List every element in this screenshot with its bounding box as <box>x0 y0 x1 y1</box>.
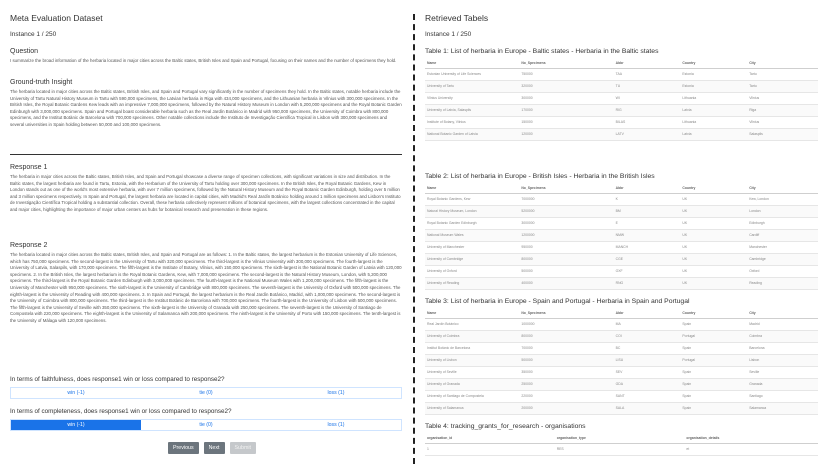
column-header: Country <box>680 184 747 193</box>
table-cell: Latvia <box>680 104 747 116</box>
faithfulness-win-option[interactable]: win (-1) <box>67 390 85 396</box>
table-cell: MANCH <box>614 241 681 253</box>
table-cell: 1 <box>425 443 555 455</box>
table-cell: 5200000 <box>519 205 613 217</box>
table-cell: Spain <box>680 342 747 354</box>
question-section <box>10 48 402 65</box>
table-cell: University of Latvia, Salaspils <box>425 104 519 116</box>
table-cell: Latvia <box>680 128 747 140</box>
column-header: Country <box>680 59 747 68</box>
table-cell: Granada <box>747 378 818 390</box>
table-cell: Lithuania <box>680 92 747 104</box>
table-cell: Portugal <box>680 354 747 366</box>
column-header: organisation_details <box>684 434 818 443</box>
table-cell: University of Granada <box>425 378 519 390</box>
table-cell: 500000 <box>519 354 613 366</box>
table-row <box>425 443 818 455</box>
table-cell: UK <box>680 241 747 253</box>
table-row <box>425 128 818 140</box>
faithfulness-selector <box>10 387 402 399</box>
table-cell: Estonia <box>680 68 747 80</box>
ground-truth-section <box>10 79 402 129</box>
completeness-question: In terms of completeness, does response1 win or loss compared to response2? <box>10 408 232 415</box>
table-cell: Estonian University of Life Sciences <box>425 68 519 80</box>
table-cell: Real Jardín Botánico <box>425 318 519 330</box>
table-row <box>425 378 818 390</box>
table1-caption: Table 1: List of herbaria in Europe - Baltic states - Herbaria in the Baltic states <box>425 48 659 55</box>
table-row <box>425 318 818 330</box>
table-cell: National Museum Wales <box>425 229 519 241</box>
table-row <box>425 68 818 80</box>
table3 <box>425 309 818 415</box>
table-cell: OXF <box>614 265 681 277</box>
table-cell: BM <box>614 205 681 217</box>
table-cell: 500000 <box>519 265 613 277</box>
table-cell: 320000 <box>519 80 613 92</box>
response1-text: The herbaria in major cities across the Baltic states, British Isles, and Spain and Portugal showcase a diverse range of specimen collections, with significant variations in size and distribution. In the Baltic states, the largest herbaria are found in Tartu, Estonia, with the Herbarium of the University of Tartu holding over 300,000 specimens. In the British Isles, the Royal Botanic Gardens, Kew in London stands out as one of the world's most extensive herbaria, with over 7 million specimens, followed by the Natural History Museum and the Royal Botanic Garden Edinburgh, holding over 5 million and 3 million specimens respectively. In Spain and Portugal, the largest herbaria are located in capital cities, with Madrid's Real Jardín Botánico holding around 1 million specimens and Lisbon's Instituto de Investigação Científica Tropical holding a substantial collection. Overall, these herbaria collectively represent millions of botanical specimens, with the largest collections concentrated in the capital and major cities, highlighting the importance of major urban centers as hubs for botanical research and preservation in these regions. <box>10 174 401 212</box>
table-header-row <box>425 184 818 193</box>
table-cell: 950000 <box>519 241 613 253</box>
table-cell: UK <box>680 229 747 241</box>
table-row <box>425 390 818 402</box>
column-header: City <box>747 309 818 318</box>
table-cell: et <box>684 443 818 455</box>
table-cell: Santiago <box>747 390 818 402</box>
table-cell: Madrid <box>747 318 818 330</box>
table-cell: University of Reading <box>425 277 519 289</box>
table-cell: Portugal <box>680 330 747 342</box>
table-cell: 800000 <box>519 253 613 265</box>
table-cell: Reading <box>747 277 818 289</box>
table-cell: University of Cambridge <box>425 253 519 265</box>
table-cell: Vilnius <box>747 116 818 128</box>
question-text: I summarize the broad information of the herbaria located in major cities across the Baltic states, British Isles and Spain and Portugal, focusing on their names and the number of specimens they hold. <box>10 58 397 63</box>
table-cell: UK <box>680 205 747 217</box>
table-cell: COI <box>614 330 681 342</box>
table-cell: 220000 <box>519 390 613 402</box>
table-row <box>425 241 818 253</box>
table-cell: National Botanic Garden of Latvia <box>425 128 519 140</box>
table-cell: Lisbon <box>747 354 818 366</box>
table-cell: University of Santiago de Compostela <box>425 390 519 402</box>
table3-caption: Table 3: List of herbaria in Europe - Spain and Portugal - Herbaria in Spain and Portugal <box>425 298 690 305</box>
table-row <box>425 205 818 217</box>
table-cell: 3000000 <box>519 217 613 229</box>
table-cell: TAA <box>614 68 681 80</box>
table-cell: UK <box>680 193 747 205</box>
panel-divider <box>413 14 415 464</box>
submit-button[interactable]: Submit <box>230 442 257 454</box>
table-cell: Lithuania <box>680 116 747 128</box>
table-cell: CGE <box>614 253 681 265</box>
column-header: Name <box>425 59 519 68</box>
faithfulness-loss-option[interactable]: loss (1) <box>327 390 345 396</box>
table-row <box>425 92 818 104</box>
table-cell: Barcelona <box>747 342 818 354</box>
table-row <box>425 354 818 366</box>
table-cell: Spain <box>680 378 747 390</box>
table-cell: University of Coimbra <box>425 330 519 342</box>
table-row <box>425 402 818 414</box>
table-row <box>425 330 818 342</box>
table-cell: London <box>747 205 818 217</box>
table-cell: 700000 <box>519 342 613 354</box>
retrieved-instance-counter: Instance 1 / 250 <box>425 31 472 38</box>
table-cell: 300000 <box>519 92 613 104</box>
table-row <box>425 342 818 354</box>
table-cell: 250000 <box>519 378 613 390</box>
table-cell: TU <box>614 80 681 92</box>
divider-line <box>10 154 402 155</box>
column-header: organisation_type <box>555 434 685 443</box>
retrieved-tables-title: Retrieved Tabels <box>425 13 489 23</box>
table-cell: 150000 <box>519 116 613 128</box>
table-cell: 200000 <box>519 402 613 414</box>
table-cell: K <box>614 193 681 205</box>
column-header: No_Specimens <box>519 59 613 68</box>
table-cell: 400000 <box>519 277 613 289</box>
response2-heading: Response 2 <box>10 242 48 249</box>
table-cell: Seville <box>747 366 818 378</box>
table-cell: 7000000 <box>519 193 613 205</box>
table-cell: University of Lisbon <box>425 354 519 366</box>
table-cell: E <box>614 217 681 229</box>
ground-truth-text: The herbaria located in major cities across the Baltic states, British Isles, and Spain and Portugal vary significantly in the number of specimens they hold. In the Baltic states, notable herbaria include the University of Tartu Natural History Museum in Tartu with 590,000 specimens, the Latvian herbaria in Riga with 434,000 specimens, and the Lithuanian herbaria in Vilnius with 300,000 specimens. In the British Isles, the Royal Botanic Gardens Kew leads with an impressive 7,000,000 specimens, followed by the Natural History Museum in London with 5,200,000 specimens and the Royal Botanic Garden Edinburgh with 3,000,000 specimens. Spain and Portugal boast considerable herbaria such as the Real Jardín Botánico in Madrid with 950,000 specimens, the University of Coimbra with 800,000 specimens, and the Institut Botànic de Barcelona with 700,000 specimens. Other notable collections include the Instituto de Investigação Científica Tropical in Lisbon with 300,000 specimens and several universities in Spain holding between 50,000 and 100,000 specimens. <box>10 89 402 127</box>
response2-text: The herbaria located in major cities across the Baltic states, British Isles, and Spain and Portugal are as follows: 1. In the Baltic states, the largest herbarium is the Estonian University of Life Sciences, which has 750,000 specimens. The second-largest is the University of Tartu with 320,000 specimens. The third-largest is the Vilnius University with 300,000 specimens. The fourth-largest is the University of Latvia, Salaspils, with 170,000 specimens. The fifth-largest is the Institute of Botany, Vilnius, with 150,000 specimens. The sixth-largest is the National Botanic Garden of Latvia with 120,000 specimens. 2. In the British Isles, the largest herbarium is the Royal Botanic Gardens, Kew, with 7,000,000 specimens. The second-largest is the Natural History Museum, London, with 5,200,000 specimens. The third-largest is the Royal Botanic Garden Edinburgh with 3,000,000 specimens. The fourth-largest is the National Museum Wales with 1,200,000 specimens. The fifth-largest is the University of Manchester with 950,000 specimens. The sixth-largest is the University of Cambridge with 800,000 specimens. The seventh-largest is the University of Oxford with 500,000 specimens. The eighth-largest is the University of Reading with 400,000 specimens. 3. In Spain and Portugal, the largest herbarium is the Real Jardín Botánico, Madrid, with 1,000,000 specimens. The second-largest is the University of Coimbra with 800,000 specimens. The third-largest is the Institut Botànic de Barcelona with 700,000 specimens. The fourth-largest is the University of Lisbon with 500,000 specimens. The fifth-largest is the University of Seville with 350,000 specimens. The sixth-largest is the University of Granada with 250,000 specimens. The seventh-largest is the University of Santiago de Compostela with 220,000 specimens. The eighth-largest is the University of Salamanca with 200,000 specimens. The ninth-largest is the University of Porto with 150,000 specimens. The tenth-largest is the University of Málaga with 120,000 specimens. <box>10 252 402 323</box>
table-cell: University of Seville <box>425 366 519 378</box>
response1-section <box>10 164 402 214</box>
table-cell: University of Tartu <box>425 80 519 92</box>
table-cell: SANT <box>614 390 681 402</box>
table-cell: Royal Botanic Gardens, Kew <box>425 193 519 205</box>
table-cell: 350000 <box>519 366 613 378</box>
table-cell: Cardiff <box>747 229 818 241</box>
table-cell: Spain <box>680 402 747 414</box>
table1 <box>425 59 818 141</box>
table-cell: UK <box>680 277 747 289</box>
column-header: No_Specimens <box>519 184 613 193</box>
left-panel <box>10 0 402 467</box>
column-header: organisation_id <box>425 434 555 443</box>
table-cell: Institut Botànic de Barcelona <box>425 342 519 354</box>
table-row <box>425 229 818 241</box>
table-cell: Spain <box>680 318 747 330</box>
table-cell: UK <box>680 217 747 229</box>
faithfulness-tie-option[interactable]: tie (0) <box>199 390 213 396</box>
table-cell: Vilnius University <box>425 92 519 104</box>
table-cell: Vilnius <box>747 92 818 104</box>
table-cell: Tartu <box>747 68 818 80</box>
ground-truth-heading: Ground-truth Insight <box>10 79 73 86</box>
table-cell: NMW <box>614 229 681 241</box>
table-cell: MA <box>614 318 681 330</box>
table-cell: Royal Botanic Garden Edinburgh <box>425 217 519 229</box>
table-cell: University of Manchester <box>425 241 519 253</box>
table-row <box>425 80 818 92</box>
table-cell: Oxford <box>747 265 818 277</box>
table-cell: Manchester <box>747 241 818 253</box>
table-cell: RNG <box>614 277 681 289</box>
table-cell: Edinburgh <box>747 217 818 229</box>
table-cell: Spain <box>680 366 747 378</box>
response2-section <box>10 242 402 325</box>
table-row <box>425 253 818 265</box>
page-title: Meta Evaluation Dataset <box>10 13 103 23</box>
table-cell: 750000 <box>519 68 613 80</box>
faithfulness-question: In terms of faithfulness, does response1 win or loss compared to response2? <box>10 376 225 383</box>
table-cell: SEV <box>614 366 681 378</box>
instance-counter: Instance 1 / 250 <box>10 31 57 38</box>
completeness-loss-option[interactable]: loss (1) <box>327 422 345 428</box>
table-cell: Coimbra <box>747 330 818 342</box>
table-cell: GDA <box>614 378 681 390</box>
table2 <box>425 184 818 290</box>
table-cell: Cambridge <box>747 253 818 265</box>
table-cell: Natural History Museum, London <box>425 205 519 217</box>
column-header: Name <box>425 184 519 193</box>
right-panel <box>425 0 818 467</box>
table-cell: UK <box>680 253 747 265</box>
table-cell: 1000000 <box>519 318 613 330</box>
column-header: Abbr <box>614 59 681 68</box>
table-cell: 1200000 <box>519 229 613 241</box>
column-header: City <box>747 59 818 68</box>
table-cell: Salaspils <box>747 128 818 140</box>
table4 <box>425 434 818 456</box>
table-cell: RIG <box>614 104 681 116</box>
completeness-win-option[interactable]: win (-1) <box>11 420 141 430</box>
table-cell: Spain <box>680 390 747 402</box>
column-header: Country <box>680 309 747 318</box>
table-cell: Institute of Botany, Vilnius <box>425 116 519 128</box>
column-header: No_Specimens <box>519 309 613 318</box>
table-cell: UK <box>680 265 747 277</box>
table-header-row <box>425 59 818 68</box>
table-cell: Tartu <box>747 80 818 92</box>
table-cell: WI <box>614 92 681 104</box>
table-cell: Riga <box>747 104 818 116</box>
table-cell: 170000 <box>519 104 613 116</box>
table-row <box>425 104 818 116</box>
table-cell: University of Oxford <box>425 265 519 277</box>
table-cell: Salamanca <box>747 402 818 414</box>
column-header: Abbr <box>614 309 681 318</box>
response1-heading: Response 1 <box>10 164 48 171</box>
question-heading: Question <box>10 48 39 55</box>
table-cell: University of Salamanca <box>425 402 519 414</box>
table-row <box>425 193 818 205</box>
table4-caption: Table 4: tracking_grants_for_research - organisations <box>425 423 586 430</box>
table-cell: BILAS <box>614 116 681 128</box>
table-cell: BC <box>614 342 681 354</box>
table-row <box>425 366 818 378</box>
table-row <box>425 116 818 128</box>
completeness-tie-option[interactable]: tie (0) <box>199 422 213 428</box>
table-row <box>425 217 818 229</box>
table-header-row <box>425 434 818 443</box>
table-cell: Kew, London <box>747 193 818 205</box>
table-cell: LISU <box>614 354 681 366</box>
table-cell: 800000 <box>519 330 613 342</box>
next-button[interactable]: Next <box>204 442 225 454</box>
table-cell: Estonia <box>680 80 747 92</box>
table-header-row <box>425 309 818 318</box>
column-header: City <box>747 184 818 193</box>
table-row <box>425 277 818 289</box>
table-row <box>425 265 818 277</box>
column-header: Name <box>425 309 519 318</box>
table-cell: 120000 <box>519 128 613 140</box>
table2-caption: Table 2: List of herbaria in Europe - British Isles - Herbaria in the British Isles <box>425 173 655 180</box>
table-cell: RES <box>555 443 685 455</box>
column-header: Abbr <box>614 184 681 193</box>
navigation-buttons <box>168 442 256 454</box>
table-cell: SALA <box>614 402 681 414</box>
previous-button[interactable]: Previous <box>168 442 199 454</box>
completeness-selector <box>10 419 402 431</box>
table-cell: LATV <box>614 128 681 140</box>
